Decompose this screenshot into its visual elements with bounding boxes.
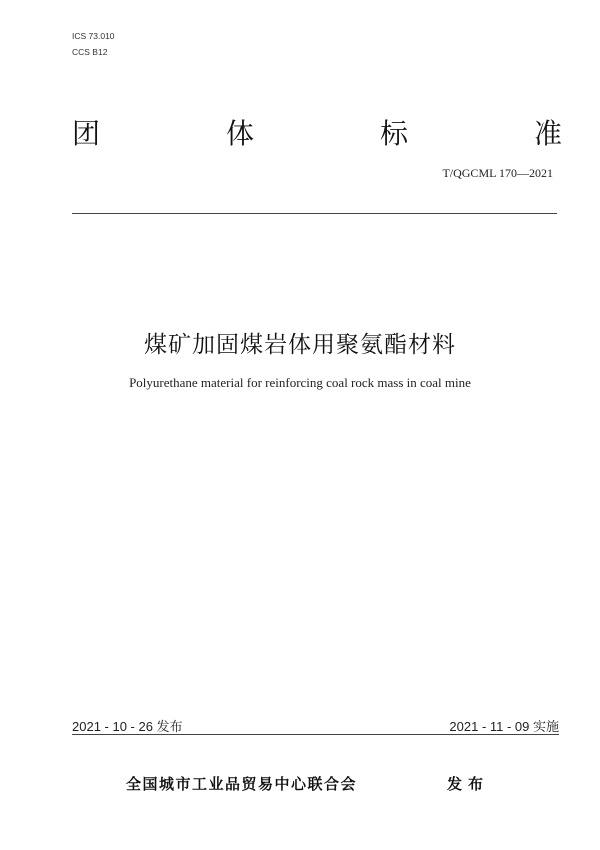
classification-codes <box>72 28 115 60</box>
category-char: 体 <box>225 117 254 150</box>
footer-divider <box>72 734 559 735</box>
standard-category <box>72 112 562 152</box>
category-char: 标 <box>379 117 408 150</box>
header-divider <box>72 213 557 214</box>
standard-number: T/QGCML 170—2021 <box>442 166 553 180</box>
effective-date: 2021 - 11 - 09 实施 <box>449 719 559 734</box>
title-chinese: 煤矿加固煤岩体用聚氨酯材料 <box>144 332 456 358</box>
publisher-suffix: 发布 <box>447 775 490 793</box>
category-char: 团 <box>72 117 101 150</box>
publisher-name: 全国城市工业品贸易中心联合会 <box>126 775 358 793</box>
ccs-code: CCS B12 <box>72 47 108 57</box>
issue-date: 2021 - 10 - 26 发布 <box>72 719 183 734</box>
title-english: Polyurethane material for reinforcing coal rock mass in coal mine <box>129 375 471 390</box>
category-char: 准 <box>533 117 562 150</box>
ics-code: ICS 73.010 <box>72 31 115 41</box>
